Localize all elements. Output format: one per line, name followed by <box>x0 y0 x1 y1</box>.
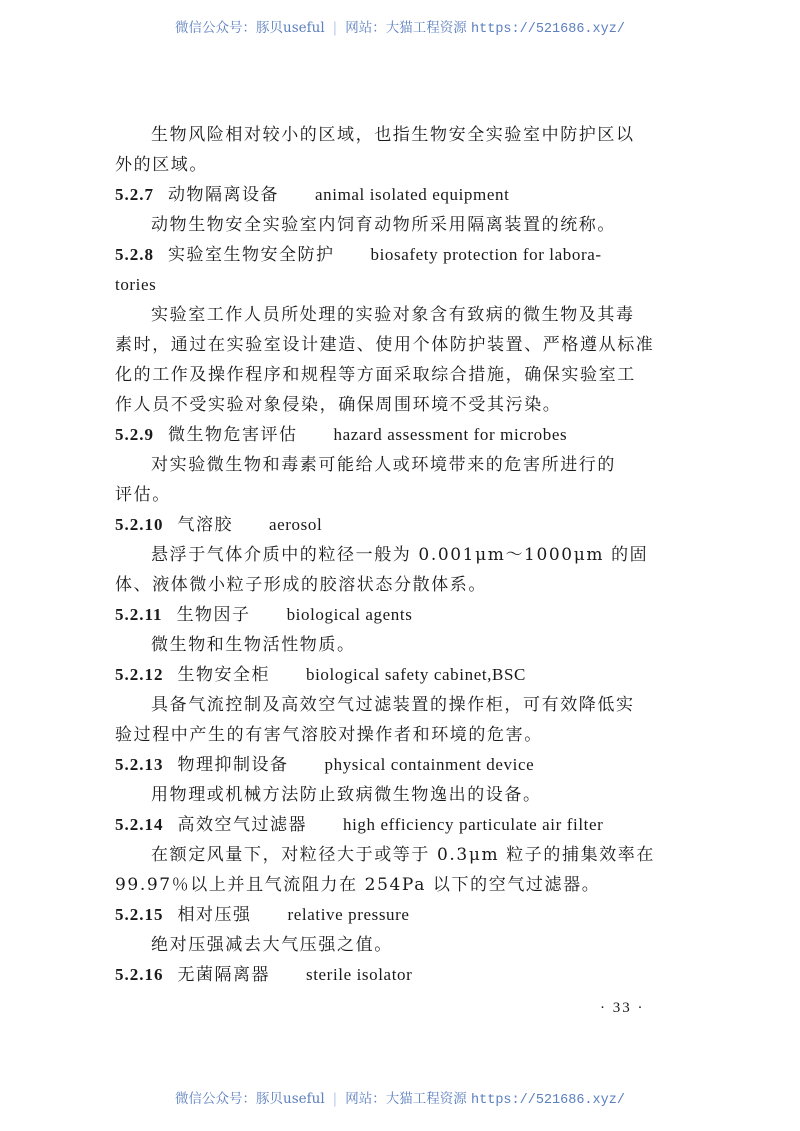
term-heading <box>115 240 675 270</box>
definition-line: 具备气流控制及高效空气过滤装置的操作柜，可有效降低实 <box>151 695 635 715</box>
watermark-site-label: 网站：大猫工程资源 <box>345 20 467 36</box>
term-chinese: 气溶胶 <box>177 515 233 535</box>
term-english: aerosol <box>269 515 323 534</box>
term-heading <box>115 750 675 780</box>
term-heading <box>115 420 675 450</box>
watermark-separator: | <box>332 20 338 36</box>
term-chinese: 物理抑制设备 <box>177 755 289 775</box>
term-chinese: 高效空气过滤器 <box>177 815 307 835</box>
definition-line: 动物生物安全实验室内饲育动物所采用隔离装置的统称。 <box>151 215 616 235</box>
watermark-header <box>0 16 800 37</box>
term-number: 5.2.8 <box>115 245 154 264</box>
definition-line: 体、液体微小粒子形成的胶溶状态分散体系。 <box>115 575 487 595</box>
definition-line: 实验室工作人员所处理的实验对象含有致病的微生物及其毒 <box>151 305 635 325</box>
term-number: 5.2.13 <box>115 755 164 774</box>
term-number: 5.2.16 <box>115 965 164 984</box>
definition-line: 用物理或机械方法防止致病微生物逸出的设备。 <box>151 785 542 805</box>
term-heading <box>115 660 675 690</box>
definition-line: 评估。 <box>115 485 171 505</box>
definition-line: 对实验微生物和毒素可能给人或环境带来的危害所进行的 <box>151 455 616 475</box>
term-chinese: 微生物危害评估 <box>168 425 298 445</box>
term-english: animal isolated equipment <box>315 185 510 204</box>
term-number: 5.2.11 <box>115 605 163 624</box>
term-chinese: 生物安全柜 <box>177 665 270 685</box>
definition-line: 作人员不受实验对象侵染，确保周围环境不受其污染。 <box>115 395 562 415</box>
page-number: · 33 · <box>600 1000 645 1016</box>
definition-line: 悬浮于气体介质中的粒径一般为 0.001μm～1000μm 的固 <box>151 545 649 565</box>
term-number: 5.2.14 <box>115 815 164 834</box>
term-heading <box>115 900 675 930</box>
term-chinese: 动物隔离设备 <box>168 185 279 205</box>
term-english: relative pressure <box>287 905 410 924</box>
term-english: biological safety cabinet,BSC <box>306 665 526 684</box>
term-heading <box>115 600 675 630</box>
term-english: physical containment device <box>324 755 535 774</box>
watermark-account: 微信公众号：豚贝useful <box>175 20 325 36</box>
term-heading <box>115 180 675 210</box>
term-number: 5.2.10 <box>115 515 164 534</box>
term-chinese: 实验室生物安全防护 <box>168 245 335 265</box>
term-number: 5.2.7 <box>115 185 154 204</box>
term-english-continuation: tories <box>115 275 157 294</box>
term-heading <box>115 810 675 840</box>
paragraph-line: 生物风险相对较小的区域，也指生物安全实验室中防护区以 <box>151 125 635 145</box>
term-english: biological agents <box>286 605 413 624</box>
definition-line: 绝对压强减去大气压强之值。 <box>151 935 393 955</box>
watermark-footer <box>0 1087 800 1108</box>
term-english: biosafety protection for labora- <box>370 245 602 264</box>
watermark-url: https://521686.xyz/ <box>471 22 625 37</box>
document-body <box>115 120 675 990</box>
term-heading <box>115 510 675 540</box>
term-chinese: 生物因子 <box>176 605 251 625</box>
term-chinese: 无菌隔离器 <box>177 965 270 985</box>
definition-line: 验过程中产生的有害气溶胶对操作者和环境的危害。 <box>115 725 543 745</box>
term-number: 5.2.15 <box>115 905 164 924</box>
definition-line: 化的工作及操作程序和规程等方面采取综合措施，确保实验室工 <box>115 365 636 385</box>
watermark-url: https://521686.xyz/ <box>471 1093 625 1108</box>
term-chinese: 相对压强 <box>177 905 252 925</box>
term-number: 5.2.9 <box>115 425 154 444</box>
definition-line: 素时，通过在实验室设计建造、使用个体防护装置、严格遵从标准 <box>115 335 655 355</box>
term-number: 5.2.12 <box>115 665 164 684</box>
definition-line: 微生物和生物活性物质。 <box>151 635 356 655</box>
term-english: sterile isolator <box>306 965 413 984</box>
definition-line: 99.97％以上并且气流阻力在 254Pa 以下的空气过滤器。 <box>115 875 601 895</box>
watermark-separator: | <box>332 1091 338 1107</box>
definition-line: 在额定风量下，对粒径大于或等于 0.3μm 粒子的捕集效率在 <box>151 845 656 865</box>
term-heading <box>115 960 675 990</box>
term-english: hazard assessment for microbes <box>333 425 568 444</box>
watermark-account: 微信公众号：豚贝useful <box>175 1091 325 1107</box>
paragraph-line: 外的区域。 <box>115 155 208 175</box>
term-english: high efficiency particulate air filter <box>343 815 604 834</box>
watermark-site-label: 网站：大猫工程资源 <box>345 1091 467 1107</box>
